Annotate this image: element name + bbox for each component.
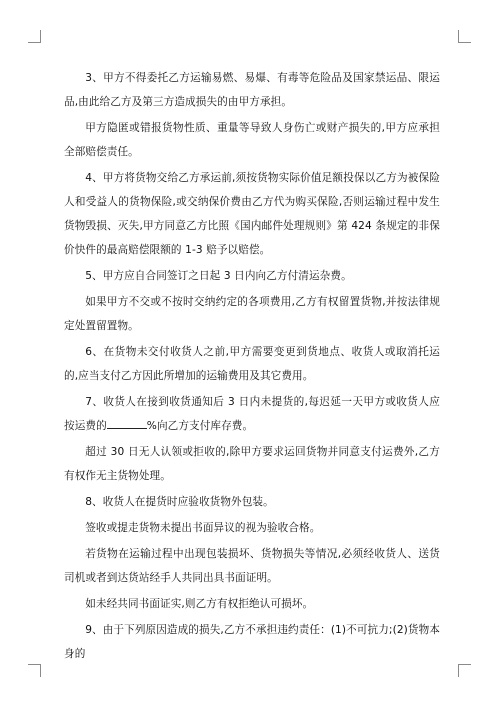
paragraph-clause-3: 3、甲方不得委托乙方运输易燃、易爆、有毒等危险品及国家禁运品、限运品,由此给乙方及第三方造成损失的由甲方承担。: [64, 72, 440, 108]
paragraph-clause-5: 5、甲方应自合同签订之日起 3 日内向乙方付清运杂费。: [85, 270, 352, 282]
paragraph-clause-8-unverified: 如未经共同书面证实,则乙方有权拒绝认可损坏。: [85, 598, 314, 610]
crop-mark-top-left: [28, 30, 41, 43]
clause-7-text-end: %向乙方支付库存费。: [146, 420, 254, 432]
paragraph-clause-6: 6、在货物未交付收货人之前,甲方需要变更到货地点、收货人或取消托运的,应当支付乙方因此所增加的运输费用及其它费用。: [64, 346, 440, 382]
paragraph-clause-3-liability: 甲方隐匿或错报货物性质、重量等导致人身伤亡或财产损失的,甲方应承担全部赔偿责任。: [64, 122, 440, 158]
document-body: [64, 66, 440, 666]
paragraph-clause-7: [64, 390, 440, 438]
paragraph-clause-7-unclaimed: 超过 30 日无人认领或拒收的,除甲方要求运回货物并同意支付运费外,乙方有权作无主货物处理。: [64, 446, 440, 482]
crop-mark-bottom-right: [458, 664, 471, 677]
fill-in-blank: [107, 418, 147, 429]
paragraph-clause-5-lien: 如果甲方不交或不按时交纳约定的各项费用,乙方有权留置货物,并按法律规定处置留置物。: [64, 296, 440, 332]
crop-mark-top-right: [458, 30, 471, 43]
clause-7-text: 7、收货人在接到收货通知后 3 日内未提货的,每迟延一天甲方或收货人应按运费的: [64, 396, 440, 432]
paragraph-clause-9: 9、由于下列原因造成的损失,乙方不承担违约责任：(1)不可抗力;(2)货物本身的: [64, 624, 440, 660]
paragraph-clause-8-damage: 若货物在运输过程中出现包装损坏、货物损失等情况,必须经收货人、送货司机或者到达货站经手人共同出具书面证明。: [64, 548, 440, 584]
paragraph-clause-8-acceptance: 签收或提走货物未提出书面异议的视为验收合格。: [85, 522, 321, 534]
crop-mark-bottom-left: [28, 664, 41, 677]
paragraph-clause-4: 4、甲方将货物交给乙方承运前,须按货物实际价值足额投保以乙方为被保险人和受益人的货物保险,或交纳保价费由乙方代为购买保险,否则运输过程中发生货物毁损、灭失,甲方同意乙方比照《国内邮件处理规则》第 424 条规定的非保价快件的最高赔偿限额的 1-3 赔予以赔偿。: [64, 172, 440, 256]
paragraph-clause-8: 8、收货人在提货时应验收货物外包装。: [85, 496, 274, 508]
